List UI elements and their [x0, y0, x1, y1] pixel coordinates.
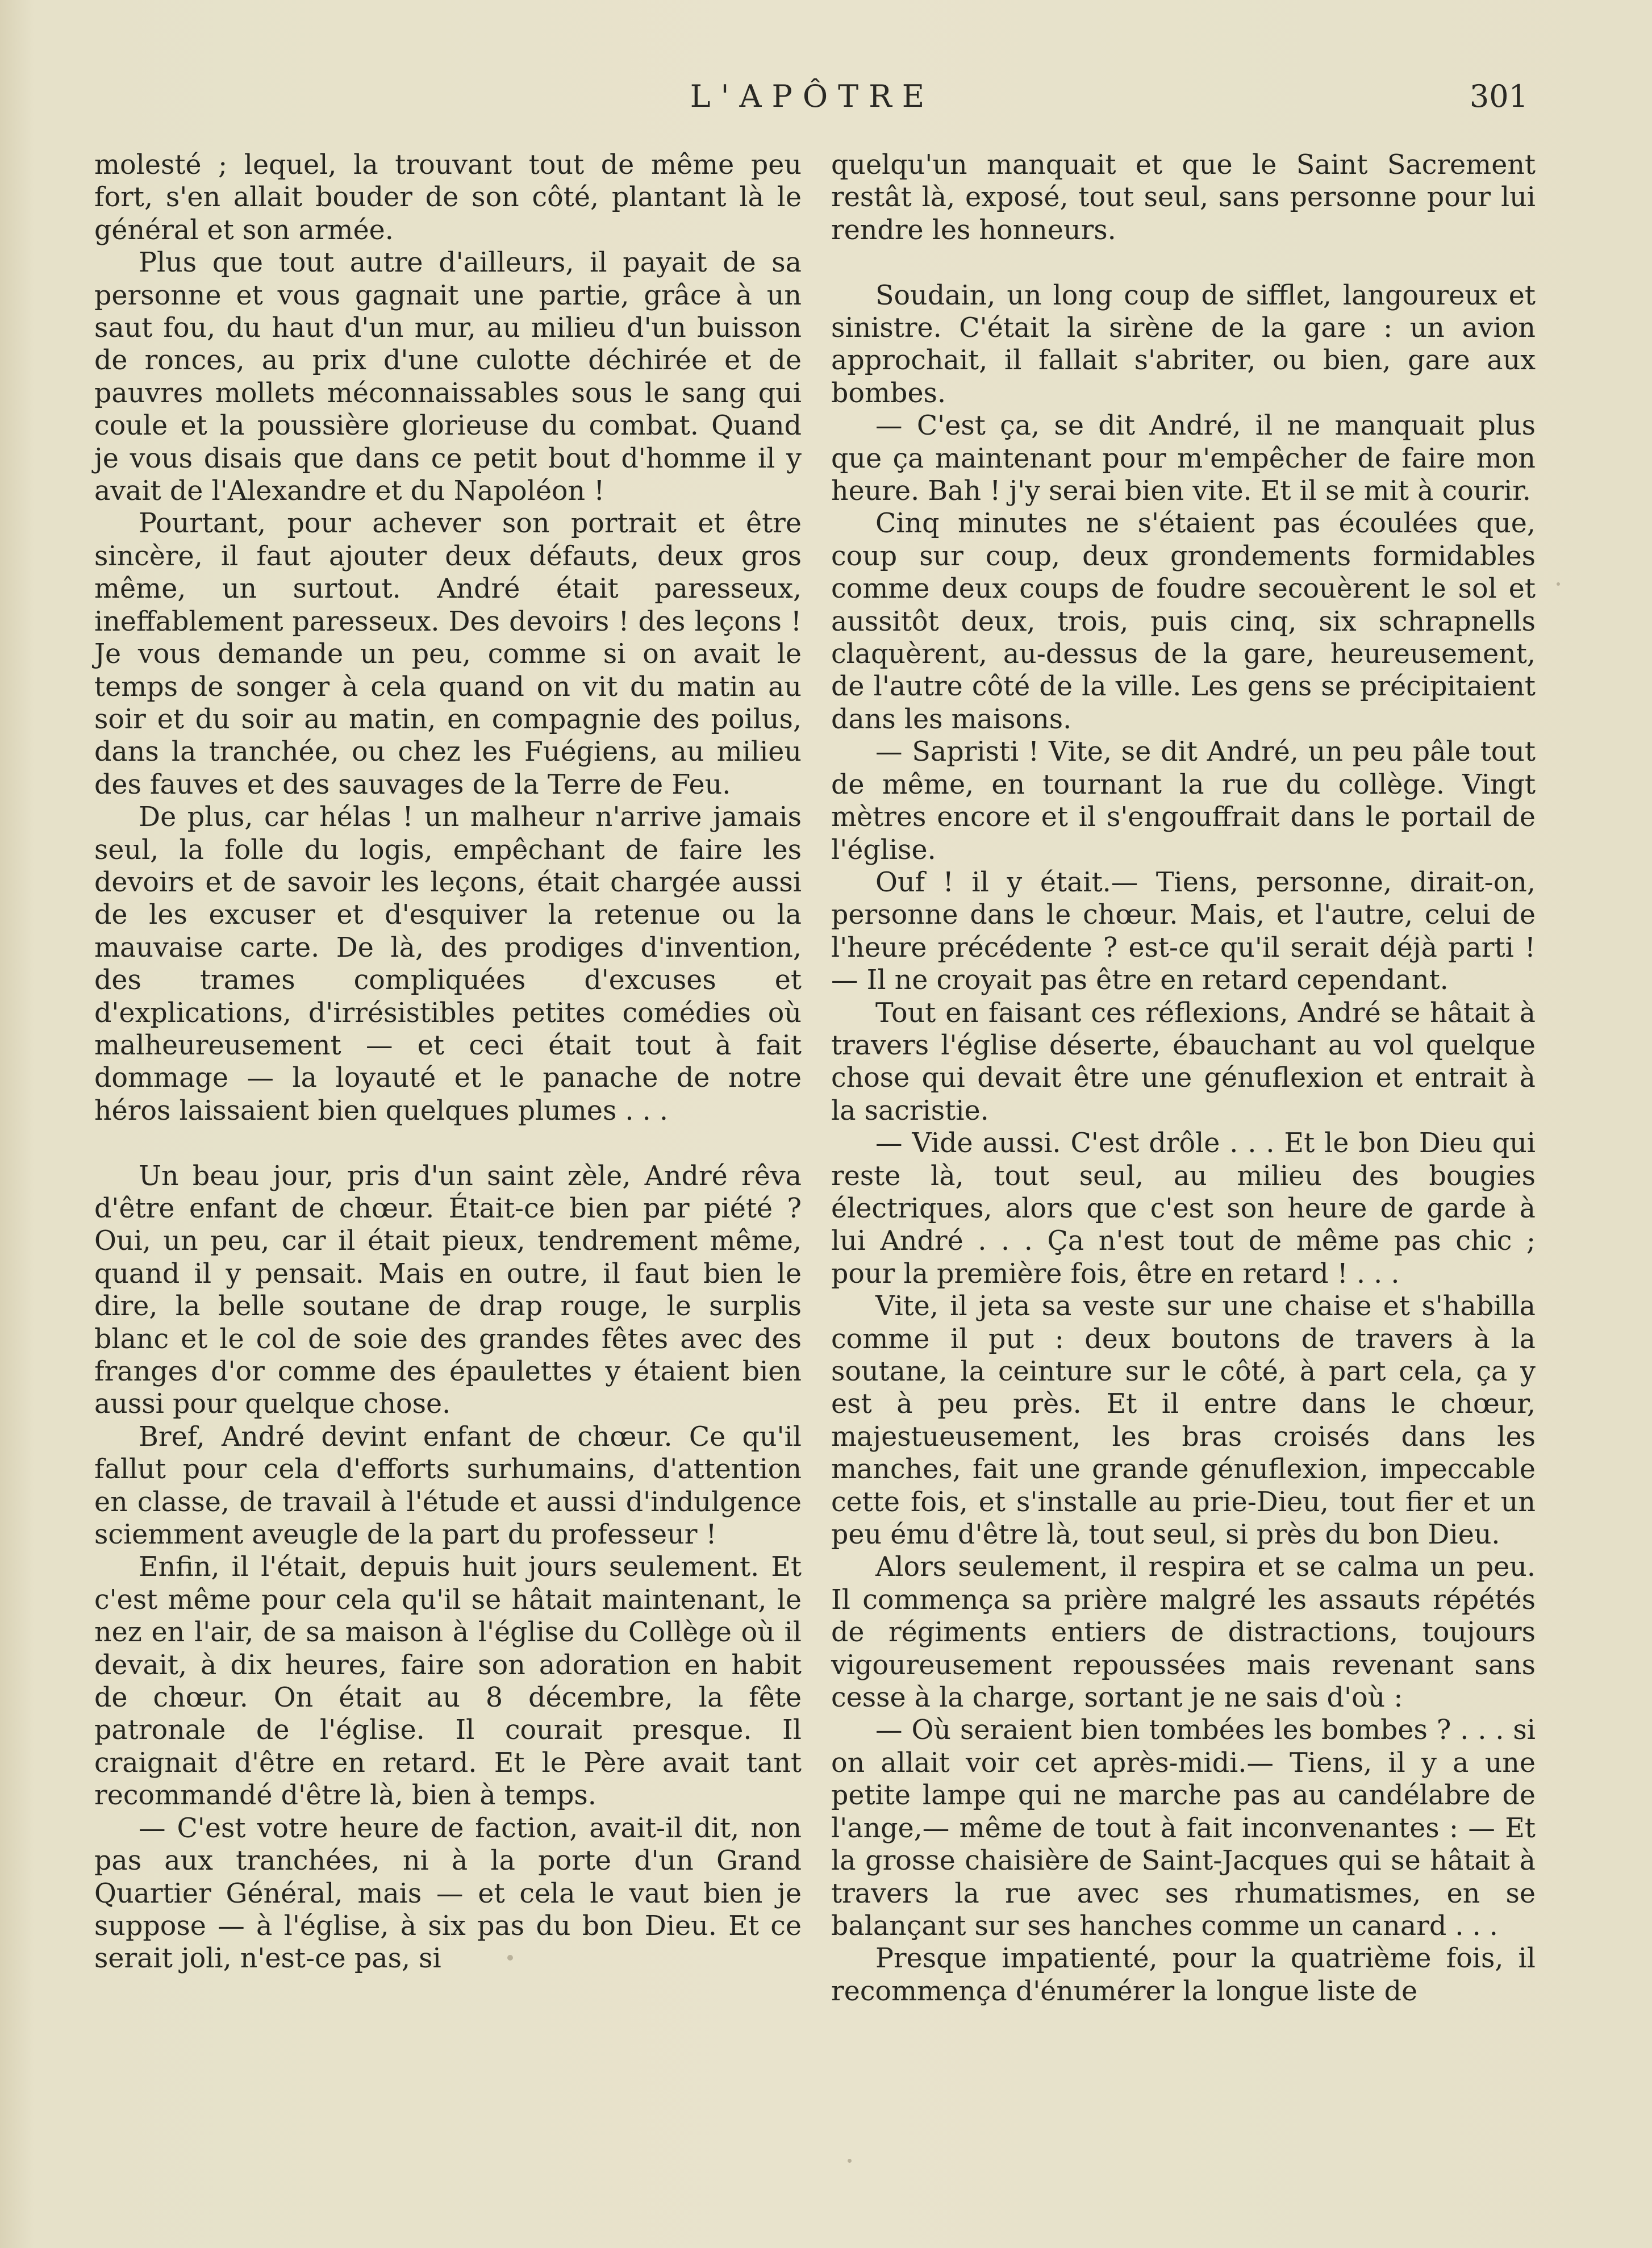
paragraph: De plus, car hélas ! un malheur n'arrive jamais seul, la folle du logis, empêchant de faire les devoirs et de savoir les leçons, était chargée aussi de les excuser et d'esquiver la retenue ou la mauvaise carte. De là, des prodiges d'invention, des trames compliquées d'excuses et d'explications, d'irrésistibles petites comédies où malheureusement — et ceci était tout à fait dommage — la loyauté et le panache de notre héros laissaient bien quelques plumes . . . — [94, 802, 802, 1127]
right-text-column — [831, 149, 1536, 2008]
paragraph: Alors seulement, il respira et se calma un peu. Il commença sa prière malgré les assauts répétés de régiments entiers de distractions, toujours vigoureusement repoussées mais revenant sans cesse à la charge, sortant je ne sais d'où : — [831, 1552, 1536, 1714]
paragraph: Plus que tout autre d'ailleurs, il payait de sa personne et vous gagnait une partie, grâce à un saut fou, du haut d'un mur, au milieu d'un buisson de ronces, au prix d'une culotte déchirée et de pauvres mollets méconnaissables sous le sang qui coule et la poussière glorieuse du combat. Quand je vous disais que dans ce petit bout d'homme il y avait de l'Alexandre et du Napoléon ! — [94, 247, 802, 507]
paragraph: — C'est votre heure de faction, avait-il dit, non pas aux tranchées, ni à la porte d'un Grand Quartier Général, mais — et cela le vaut bien je suppose — à l'église, à six pas du bon Dieu. Et ce serait joli, n'est-ce pas, si — [94, 1812, 802, 1975]
paragraph: Pourtant, pour achever son portrait et être sincère, il faut ajouter deux défauts, deux gros même, un surtout. André était paresseux, ineffablement paresseux. Des devoirs ! des leçons ! Je vous demande un peu, comme si on avait le temps de songer à cela quand on vit du matin au soir et du soir au matin, en compagnie des poilus, dans la tranchée, ou chez les Fuégiens, au milieu des fauves et des sauvages de la Terre de Feu. — [94, 508, 802, 800]
paragraph: Presque impatienté, pour la quatrième fois, il recommença d'énumérer la longue liste de — [831, 1943, 1536, 2007]
paragraph: Enfin, il l'était, depuis huit jours seulement. Et c'est même pour cela qu'il se hâtait maintenant, le nez en l'air, de sa maison à l'église du Collège où il devait, à dix heures, faire son adoration en habit de chœur. On était au 8 décembre, la fête patronale de l'église. Il courait presque. Il craignait d'être en retard. Et le Père avait tant recommandé d'être là, bien à temps. — [94, 1552, 802, 1812]
paper-speck — [507, 1955, 513, 1961]
paper-speck — [848, 2159, 852, 2163]
paragraph: Cinq minutes ne s'étaient pas écoulées que, coup sur coup, deux grondements formidables comme deux coups de foudre secouèrent le sol et aussitôt deux, trois, puis cinq, six schrapnells claquèrent, au-dessus de la gare, heureusement, de l'autre côté de la ville. Les gens se précipitaient dans les maisons. — [831, 508, 1536, 735]
paper-speck — [1557, 582, 1560, 586]
paragraph: — C'est ça, se dit André, il ne manquait plus que ça maintenant pour m'empêcher de faire mon heure. Bah ! j'y serai bien vite. Et il se mit à courir. — [831, 410, 1536, 507]
paragraph: Ouf ! il y était.— Tiens, personne, dirait-on, personne dans le chœur. Mais, et l'autre, celui de l'heure précédente ? est-ce qu'il serait déjà parti ! — Il ne croyait pas être en retard cependant. — [831, 866, 1536, 996]
running-title: L'APÔTRE — [690, 78, 935, 114]
paragraph: — Vide aussi. C'est drôle . . . Et le bon Dieu qui reste là, tout seul, au milieu des bougies électriques, alors que c'est son heure de garde à lui André . . . Ça n'est tout de même pas chic ; pour la première fois, être en retard ! . . . — [831, 1128, 1536, 1290]
paragraph: Bref, André devint enfant de chœur. Ce qu'il fallut pour cela d'efforts surhumains, d'attention en classe, de travail à l'étude et aussi d'indulgence sciemment aveugle de la part du professeur ! — [94, 1421, 802, 1551]
paragraph: molesté ; lequel, la trouvant tout de même peu fort, s'en allait bouder de son côté, plantant là le général et son armée. — [94, 149, 802, 246]
paragraph: — Sapristi ! Vite, se dit André, un peu pâle tout de même, en tournant la rue du collège. Vingt mètres encore et il s'engouffrait dans le portail de l'église. — [831, 736, 1536, 866]
paragraph: quelqu'un manquait et que le Saint Sacrement restât là, exposé, tout seul, sans personne pour lui rendre les honneurs. — [831, 149, 1536, 246]
page-header — [0, 78, 1652, 124]
paragraph: Un beau jour, pris d'un saint zèle, André rêva d'être enfant de chœur. Était-ce bien par piété ? Oui, un peu, car il était pieux, tendrement même, quand il y pensait. Mais en outre, il faut bien le dire, la belle soutane de drap rouge, le surplis blanc et le col de soie des grandes fêtes avec des franges d'or comme des épaulettes y étaient bien aussi pour quelque chose. — [94, 1160, 802, 1420]
paragraph: — Où seraient bien tombées les bombes ? . . . si on allait voir cet après-midi.— Tiens, il y a une petite lampe qui ne marche pas au candélabre de l'ange,— même de tout à fait inconvenantes : — Et la grosse chaisière de Saint-Jacques qui se hâtait à travers la rue avec ses rhumatismes, en se balançant sur ses hanches comme un canard . . . — [831, 1715, 1536, 1942]
page-number: 301 — [1469, 78, 1528, 114]
paragraph: Soudain, un long coup de sifflet, langoureux et sinistre. C'était la sirène de la gare : un avion approchait, il fallait s'abriter, ou bien, gare aux bombes. — [831, 280, 1536, 409]
paragraph: Tout en faisant ces réflexions, André se hâtait à travers l'église déserte, ébauchant au vol quelque chose qui devait être une génuflexion et entrait à la sacristie. — [831, 997, 1536, 1127]
paragraph: Vite, il jeta sa veste sur une chaise et s'habilla comme il put : deux boutons de travers à la soutane, la ceinture sur le côté, à part cela, ça y est à peu près. Et il entre dans le chœur, majestueusement, les bras croisés dans les manches, fait une grande génuflexion, impeccable cette fois, et s'installe au prie-Dieu, tout fier et un peu ému d'être là, tout seul, si près du bon Dieu. — [831, 1291, 1536, 1551]
left-text-column — [94, 149, 802, 1975]
